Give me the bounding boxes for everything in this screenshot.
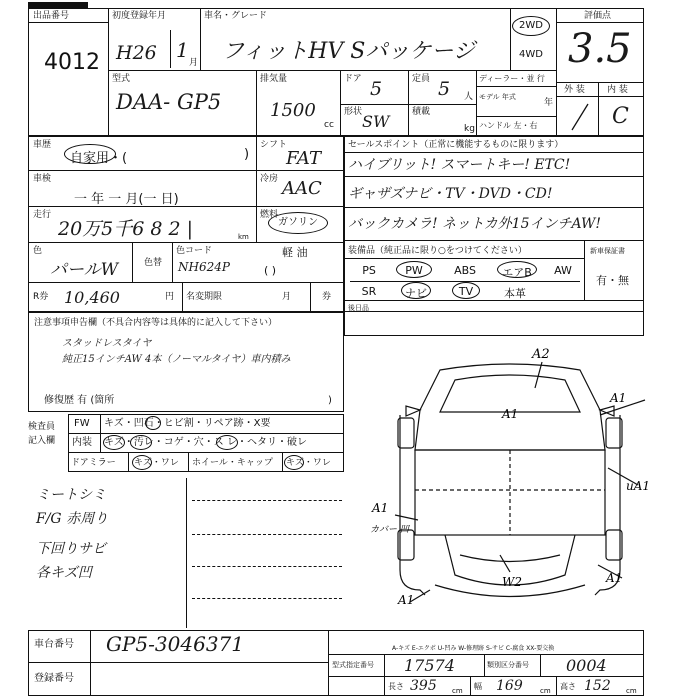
mirror-items: キズ・ワレ bbox=[134, 458, 179, 468]
notes-label: 注意事項申告欄（不具合内容等は具体的に記入して下さい） bbox=[34, 318, 278, 328]
inspector-label-2: 記入欄 bbox=[28, 436, 56, 446]
inspector-label-1: 検査員 bbox=[28, 422, 56, 432]
length-unit: cm bbox=[452, 687, 463, 695]
dealer-label: ディーラー・並 行 bbox=[479, 74, 545, 83]
door-mirror-label: ドアミラー bbox=[71, 458, 116, 468]
fw-circle bbox=[145, 416, 161, 430]
interior-circle-2 bbox=[130, 435, 152, 450]
ac-value: AAC bbox=[282, 178, 322, 199]
reg-no-label: 登録番号 bbox=[34, 673, 74, 684]
class-no-label: 類別区分番号 bbox=[487, 661, 529, 669]
history-value: 自家用・( bbox=[70, 151, 128, 166]
type-no-label: 型式指定番号 bbox=[332, 661, 374, 669]
name-change-month: 月 bbox=[282, 292, 292, 302]
model-name-label: 車名・グレード bbox=[204, 11, 268, 21]
lot-label: 出品番号 bbox=[33, 11, 70, 21]
load-label: 積載 bbox=[412, 107, 431, 117]
first-reg-label: 初度登録年月 bbox=[112, 11, 167, 21]
fw-items: キズ・凹石・ヒビ割・リペア跡・X要 bbox=[104, 418, 271, 429]
load-unit: kg bbox=[464, 124, 475, 134]
handle-label: ハンドル 左・右 bbox=[479, 121, 538, 130]
model-year-label: モデル 年式 bbox=[479, 93, 516, 101]
wheel-label: ホイール・キャップ bbox=[192, 458, 273, 468]
month-suffix: 月 bbox=[189, 58, 199, 68]
new-car-warranty-label: 新車保証書 bbox=[590, 247, 625, 255]
recycle-fee-label: R券 bbox=[33, 292, 49, 302]
equip-ps: PS bbox=[362, 264, 376, 277]
length-label: 長さ bbox=[388, 682, 404, 691]
width-value: 169 bbox=[496, 678, 523, 694]
equip-abs: ABS bbox=[454, 264, 476, 277]
mirror-circle bbox=[132, 455, 152, 470]
ext-slash bbox=[566, 102, 594, 132]
mark-a1-rear-left: A1 bbox=[398, 593, 415, 607]
new-car-warranty-value: 有・無 bbox=[596, 274, 629, 287]
mark-cover-dent: カバー 凹 bbox=[370, 525, 409, 535]
color-value: パールW bbox=[50, 260, 119, 280]
fw-label: FW bbox=[74, 418, 90, 429]
wheel-items: キズ・ワレ bbox=[286, 458, 331, 468]
postscript-label: 後日品 bbox=[348, 304, 369, 312]
chassis-label: 車台番号 bbox=[34, 639, 74, 650]
height-unit: cm bbox=[626, 687, 637, 695]
history-close: ) bbox=[244, 147, 250, 162]
lot-number: 4012 bbox=[44, 50, 100, 75]
notes-line-2: 純正15インチAW 4本（ノーマルタイヤ）車内積み bbox=[62, 354, 291, 365]
type-label: 型式 bbox=[112, 74, 131, 84]
name-change-label: 名変期限 bbox=[186, 292, 223, 302]
mark-ua1-right: uA1 bbox=[626, 479, 651, 493]
displacement-label: 排気量 bbox=[260, 74, 288, 84]
fuel-diesel: 軽 油 bbox=[282, 246, 308, 259]
first-reg-month: 1 bbox=[176, 38, 189, 62]
interior-items: キズ・汚レ・コゲ・穴・ス レ・ヘタリ・破レ bbox=[104, 437, 307, 448]
sales-line-2: ギャザズナビ・TV・DVD・CD! bbox=[348, 186, 553, 202]
shape-value: SW bbox=[362, 112, 390, 131]
mark-a2: A2 bbox=[532, 347, 550, 362]
doors-value: 5 bbox=[370, 78, 383, 100]
sales-label: セールスポイント（正常に機能するものに限ります） bbox=[348, 140, 564, 150]
shift-label: シフト bbox=[260, 140, 288, 150]
mark-a1-right-front: A1 bbox=[610, 391, 627, 405]
score-value: 3.5 bbox=[568, 26, 632, 72]
chassis-value: GP5-3046371 bbox=[106, 632, 244, 656]
equip-navi: ナビ bbox=[405, 287, 427, 300]
ac-label: 冷房 bbox=[260, 174, 279, 184]
mileage-label: 走行 bbox=[33, 210, 52, 220]
class-no-value: 0004 bbox=[566, 656, 607, 675]
drive-2wd: 2WD bbox=[519, 20, 543, 31]
mark-w2: W2 bbox=[502, 575, 522, 589]
equip-tv: TV bbox=[458, 285, 474, 298]
postscript-box bbox=[344, 300, 644, 336]
ext-label: 外 装 bbox=[564, 85, 585, 95]
height-value: 152 bbox=[584, 678, 611, 694]
equip-aw: AW bbox=[554, 264, 572, 277]
car-diagram bbox=[360, 340, 660, 630]
first-reg-era: H26 bbox=[116, 42, 157, 64]
remark-2: F/G 赤周り bbox=[36, 511, 109, 527]
type-no-value: 17574 bbox=[404, 656, 455, 675]
color-change-label: 色替 bbox=[144, 258, 163, 268]
fuel-gasoline: ガソリン bbox=[278, 217, 318, 228]
doors-label: ドア bbox=[344, 74, 362, 84]
width-label: 幅 bbox=[474, 682, 482, 691]
ticket-label: 券 bbox=[322, 292, 332, 302]
remark-4: 各キズ凹 bbox=[36, 565, 92, 581]
interior-label: 内装 bbox=[72, 437, 92, 448]
shift-value: FAT bbox=[286, 148, 321, 169]
recycle-fee-unit: 円 bbox=[165, 292, 175, 302]
interior-circle-3 bbox=[216, 435, 238, 450]
color-code: NH624P bbox=[178, 260, 230, 274]
displacement-value: 1500 bbox=[270, 100, 316, 121]
wheel-circle bbox=[284, 455, 304, 470]
mark-a1-rear-right: A1 bbox=[606, 571, 623, 585]
inspection-value: 一 年 一 月(一 日) bbox=[74, 192, 179, 207]
equip-leather: 本革 bbox=[504, 287, 526, 300]
mileage-value: 20万5千6 8 2 | bbox=[58, 218, 194, 240]
capacity-unit: 人 bbox=[464, 92, 474, 102]
mileage-unit: km bbox=[238, 233, 249, 241]
equipment-label: 装備品（純正品に限り○をつけてください） bbox=[348, 246, 527, 256]
equip-airbag: エアB bbox=[502, 266, 532, 279]
equip-pw: PW bbox=[405, 264, 423, 277]
capacity-label: 定員 bbox=[412, 74, 431, 84]
mark-a1-roof: A1 bbox=[502, 407, 519, 421]
score-label: 評価点 bbox=[584, 11, 612, 21]
damage-legend: A-キズ E-エクボ U-凹み W-修理跡 S-サビ C-腐食 XX-要交換 bbox=[392, 645, 555, 652]
fuel-paren: ( ) bbox=[264, 264, 277, 277]
shape-label: 形状 bbox=[344, 107, 363, 117]
model-name-value: フィットHV Sパッケージ bbox=[222, 39, 475, 64]
drive-4wd: 4WD bbox=[519, 49, 543, 60]
color-code-label: 色コード bbox=[176, 246, 213, 256]
width-unit: cm bbox=[540, 687, 551, 695]
repair-close: ) bbox=[328, 395, 332, 406]
recycle-fee-value: 10,460 bbox=[64, 288, 120, 307]
equip-sr: SR bbox=[361, 285, 377, 298]
int-label: 内 装 bbox=[607, 85, 628, 95]
int-value: C bbox=[612, 104, 629, 129]
fuel-label: 燃料 bbox=[260, 210, 279, 220]
remark-3: 下回りサビ bbox=[36, 541, 106, 557]
mark-a1-left: A1 bbox=[372, 501, 389, 515]
sales-line-3: バックカメラ! ネットカ外15インチAW! bbox=[348, 216, 602, 232]
length-value: 395 bbox=[410, 678, 437, 694]
type-value: DAA- GP5 bbox=[116, 90, 222, 114]
repair-history: 修復歴 有 (箇所 bbox=[44, 395, 115, 406]
interior-circle-1 bbox=[103, 435, 125, 450]
history-label: 車歴 bbox=[33, 140, 52, 150]
notes-line-1: スタッドレスタイヤ bbox=[62, 338, 152, 349]
height-label: 高さ bbox=[560, 682, 576, 691]
sales-line-1: ハイブリット! スマートキー! ETC! bbox=[348, 157, 571, 173]
model-year-unit: 年 bbox=[544, 98, 554, 108]
capacity-value: 5 bbox=[438, 78, 451, 100]
displacement-unit: cc bbox=[324, 120, 334, 130]
header-black-tab bbox=[28, 2, 88, 9]
inspection-label: 車検 bbox=[33, 174, 52, 184]
color-label: 色 bbox=[33, 246, 43, 256]
remark-1: ミートシミ bbox=[36, 487, 106, 503]
